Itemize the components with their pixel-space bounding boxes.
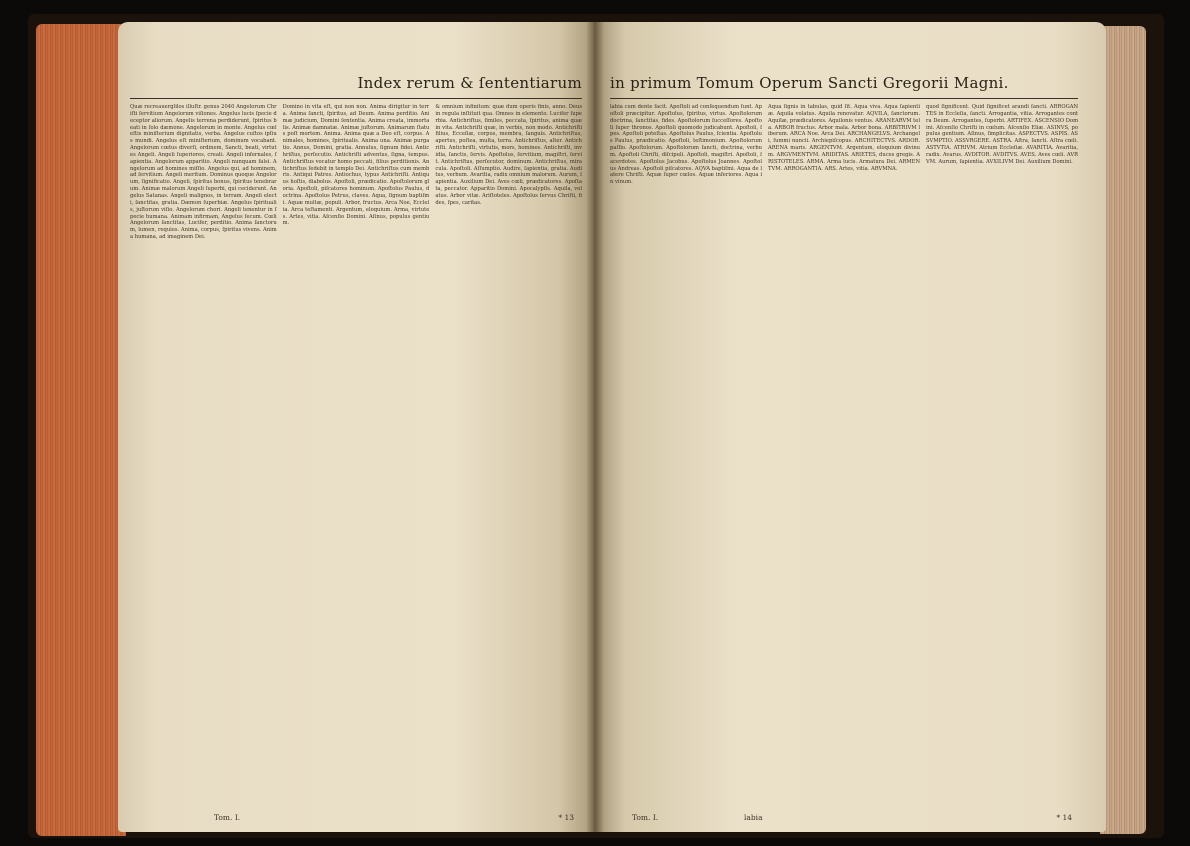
left-column-1 (130, 104, 277, 806)
right-column-3-text: quod ſignificent. Quid ſignificet arandi ſancti. ARROGANTES in Eccleſia, ſancti. Arrogantia, vitia. Arrogantes contra Deum. Arrogantes, ſuperbi. ARTIFEX. ASCENSIO Domini. Aſcenſio Chriſti in cœlum. Aſcenſio Eliæ. ASINVS, populus gentium. Aſinus, ſimplicitas. ASPECTVS. ASPIS. ASSVMPTIO. ASSVRGERE. ASTRA. Aſtra, ſancti. Aſtra cœli. ASTVTIA. ATRIVM. Atrium Eccleſiæ. AVARITIA. Avaritia, radix. Avarus. AVDITOR. AVDITVS. AVES. Aves cœli. AVRVM. Aurum, ſapientia. AVXILIVM Dei. Auxilium Domini. (926, 104, 1078, 165)
left-column-1-text: Quæ recreauerglilos illuſtr. genus 2040 Angelorum Chriſti ſervitium Angelorum viſiones. Angelus lucis ſpecie deceptor aliorum. Angelis terrena perdiderunt, ſpiritus beati in ſolo dæmone. Angelorum in monte. Angelus cœleſtis miniſterium dignitatis, verba. Angelus cuſtos ipſius mundi. Angelus eſt miniſterium, dominum vocabant. Angelorum cœtus diverſi, ordinem, Sancti, beati, virtutes Angeli. Angeli ſuperiores, creati. Angeli infernales, ſapientia. Angelorum apparitio. Angeli nunquam falsi. Angelorum ad homines miſſio. Angelus qui, ad hominem, ad ſervitium. Angeli meritum. Dominus quoque Angelorum, ſignificatio. Angeli, ſpiritus bonus, ſpiritus tenebrarum. Animæ malorum Angeli ſuperbi, qui ceciderunt. Angelus Satanas. Angeli malignos, in terram. Angeli electi, ſanctitas, gratia. Dæmon ſuperbiæ. Angelus ſpiritualis, juſtorum viſio. Angelorum chori. Angeli tenentur in ſpecie humana. Animam infirmam, Angelus ſecum. Cœli Angelorum ſanctitas, Lucifer, perditio. Anima ſanctorum, lumen, requies. Anima, corpus, ſpiritus vivens. Anima humana, ad imaginem Dei. (130, 104, 277, 241)
right-text-columns (610, 104, 1078, 806)
right-catchword-1: Tom. I. (632, 813, 659, 822)
book-gutter (586, 22, 604, 832)
left-column-2-text: Domino in vita eſt, qui non non. Anima dirigitur in terra. Anima ſancti, ſpiritus, ad Deum. Anima perditio. Animæ judicium, Domini ſententia. Anima creata, immortalis. Animæ damnatæ. Animæ juſtorum. Animarum ſtatus poſt mortem. Anima. Anima quæ a Deo eſt, corpus. Animales, homines, ſpiritualis. Anima una. Animæ purgatio. Annus, Domini, gratia. Annulus, ſignum fidei. Antichriſtus, perſecutio. Antichriſti adventus, ſigna, tempus. Antichriſtus vocatur homo peccati, filius perditionis. Antichriſtus ſedebit in templo Dei. Antichriſtus cum membris. Antiqui Patres. Antiochus, typus Antichriſti. Antiquus hoſtis, diabolus. Apoſtoli, prædicatio. Apoſtolorum gloria. Apoſtoli, piſcatores hominum. Apoſtolus Paulus, doctrina. Apoſtolus Petrus, claves. Aqua, ſignum baptiſmi. Aquæ multæ, populi. Arbor, fructus. Arca Noe, Eccleſia. Arca teſtamenti. Argentum, eloquium. Arma, virtutes. Artes, vitia. Aſcenſio Domini. Aſinus, populus gentium. (282, 104, 430, 227)
right-column-1-text: labia cum dente facit. Apoſtoli ad conſequendum ſunt. Apoſtoli præcipitur. Apoſtolus, ſpiritus, virtus. Apoſtolorum doctrina, ſanctitas, fides. Apoſtolorum ſucceſſores. Apoſtoli ſuper thronos. Apoſtoli quomodo judicabunt. Apoſtoli, ſpes. Apoſtoli poteſtas. Apoſtolus Paulus, ſcientia. Apoſtolus Paulus, prædicatio. Apoſtoli, teſtimonium. Apoſtolorum paſſio. Apoſtolorum. Apoſtolorum ſancti, doctrina, verbum. Apoſtoli Chriſti, diſcipuli. Apoſtoli, magiſtri. Apoſtoli, ſacerdotes. Apoſtolus Jacobus. Apoſtolus Joannes. Apoſtolus Andreas. Apoſtoli piſcatores. AQVA baptiſmi. Aqua de latere Chriſti. Aquæ ſuper cœlos. Aquæ inferiores. Aqua in vinum. (610, 104, 762, 186)
right-column-2-text: Aqua ſignis in tabulas, quid ſit. Aqua viva. Aqua ſapientiæ. Aquila volatus. Aquila renovatur. AQVILA, ſanctorum. Aquilæ, prædicatores. Aquilonis ventus. ARANEARVM tela. ARBOR fructus. Arbor mala. Arbor bona. ARBITRIVM liberum. ARCA Noe. Arca Dei. ARCHANGELVS. Archangeli, ſummi nuncii. Archiepiſcopus. ARCHITECTVS. ARDOR. ARENA maris. ARGENTVM. Argentum, eloquium divinum. ARGVMENTVM. ARIDITAS. ARIETES, duces gregis. ARISTOTELES. ARMA. Arma lucis. Armatura Dei. ARMENTVM. ARROGANTIA. ARS. Artes, vitia. ARVMNA. (768, 104, 920, 172)
right-column-1 (610, 104, 762, 806)
right-catchword-3: * 14 (1056, 813, 1072, 822)
left-text-columns (130, 104, 582, 806)
right-running-header: in primum Tomum Operum Sancti Gregorii Magni. (610, 74, 1009, 92)
left-header-rule (130, 98, 582, 99)
right-column-2 (768, 104, 920, 806)
right-page (594, 22, 1106, 832)
left-running-header: Index rerum & ſententiarum (357, 74, 582, 92)
left-page-edges (36, 24, 126, 836)
left-column-3 (435, 104, 582, 806)
left-page (118, 22, 596, 832)
left-catchword-1: Tom. I. (214, 813, 241, 822)
right-column-3 (926, 104, 1078, 806)
left-column-2 (283, 104, 430, 806)
left-catchword-2: * 13 (558, 813, 574, 822)
right-header-rule (610, 98, 1078, 99)
right-page-edges (1100, 26, 1146, 834)
right-catchword-2: labia (744, 813, 763, 822)
left-column-3-text: & omnium infinitum: quæ dum operis finis, anno. Deus in regula inſtituit qua. Omnes in elemento. Lucifer ſuperbia. Antichriſtus, ſimiles, peccata, ſpiritus, anima quæ in vita. Antichriſti quæ, in verbis, non modo. Antichriſti filius, Ecceſiæ, corpus, membra, ſanguis. Antichriſtus, apertus, poſtea, multa, terra. Antichriſtus, alter. Antichriſti. Antichriſti, virtutis, mors, homines. Antichriſti, invidia, ſanctis, ſervis. Apoſtolus, ſervitium, magiſtri, ſervit. Antichriſtus, perſecutor, dominum. Antichriſtus, miracula. Apoſtoli. Aſſumptio. Audire, ſapientia, gratia. Auditus, verbum. Avaritia, radix omnium malorum. Aurum, ſapientia. Auxilium Dei. Aves cœli, prædicatores. Apoſtata, peccator. Apparitio Domini. Apocalypſis. Aquila, volatus. Arbor vitæ. Ariſtoteles. Apoſtolus ſervus Chriſti, fides, ſpes, caritas. (435, 104, 583, 206)
